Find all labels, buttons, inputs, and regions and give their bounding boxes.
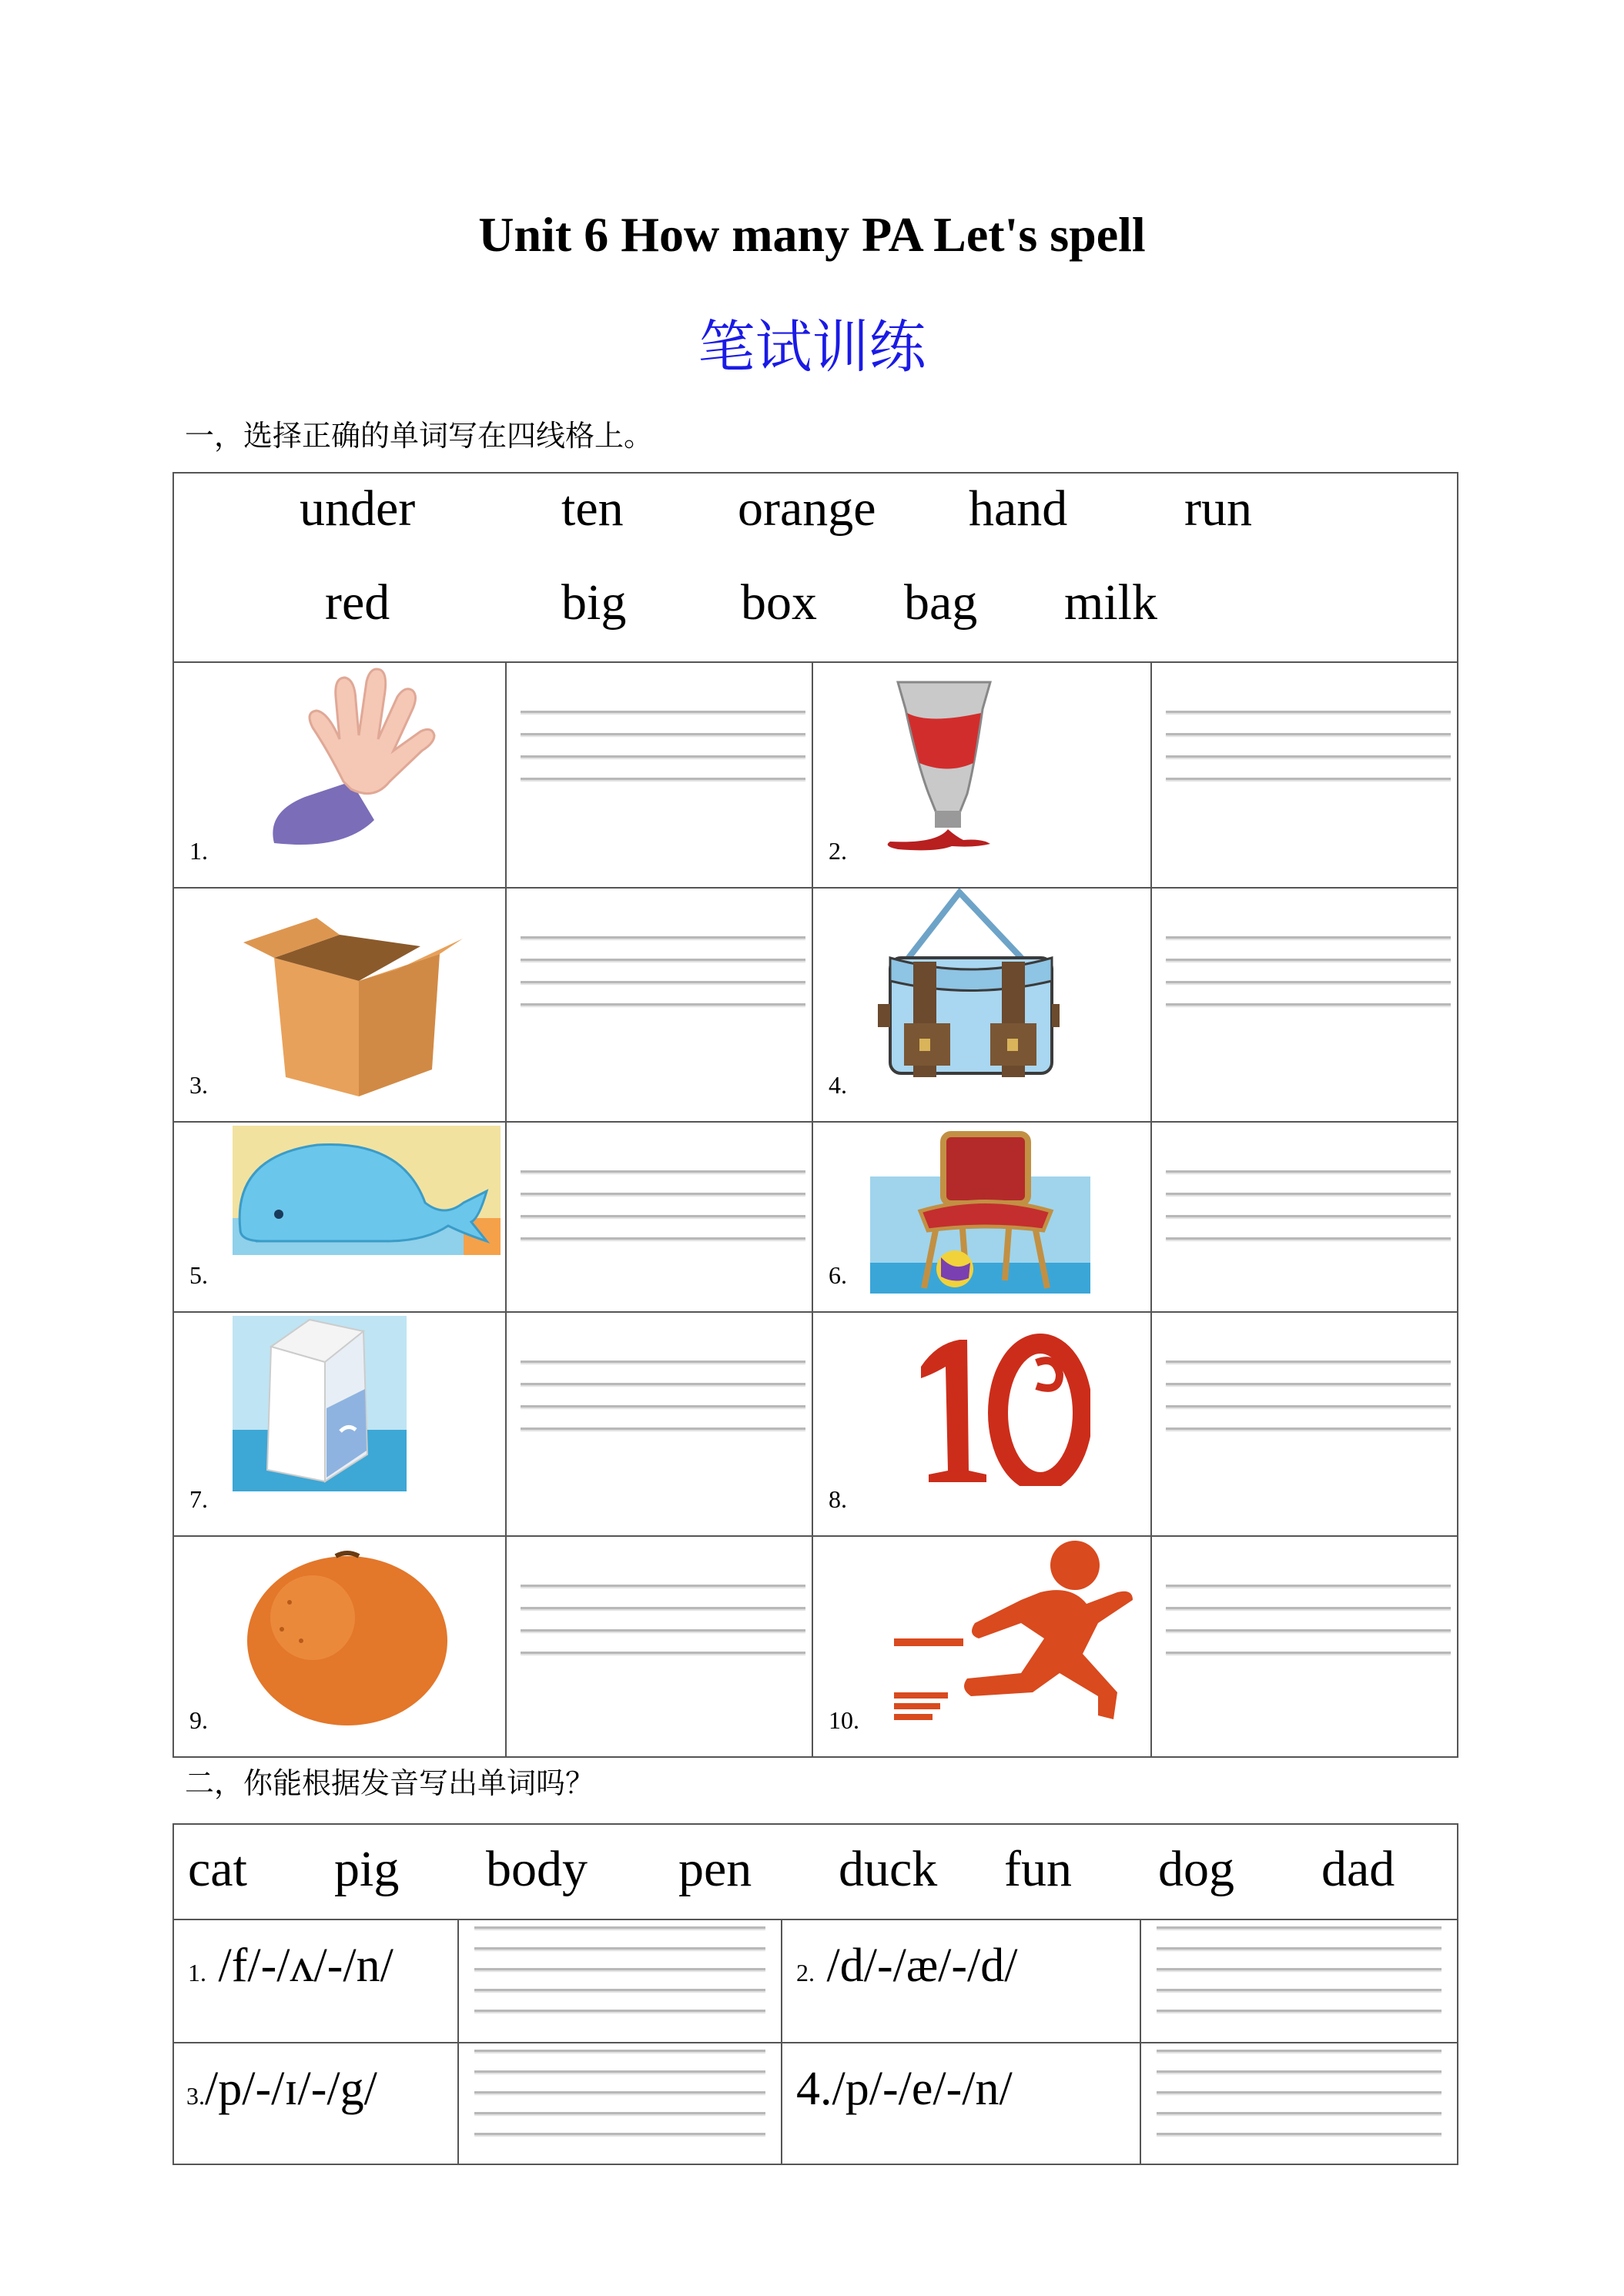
item-number: 10. [829,1706,859,1734]
word-bank-item: body [486,1841,588,1897]
answer-cell[interactable] [506,888,812,1122]
answer-cell[interactable] [506,1536,812,1757]
word-bank-item: red [325,574,390,631]
number-ten-icon [913,1332,1090,1486]
item-number: 9. [189,1706,208,1734]
four-line-grid[interactable] [474,1926,765,2030]
answer-cell[interactable] [506,662,812,888]
item-number: 8. [829,1485,847,1513]
picture-cell [173,1122,506,1312]
four-line-grid[interactable] [1166,711,1451,800]
red-paint-tube-icon [875,678,1029,855]
answer-cell[interactable] [458,1919,782,2043]
word-bank-item: fun [1004,1841,1072,1897]
ball-under-chair-icon [870,1130,1090,1294]
phonics-table [172,1823,1458,2165]
phonics-prompt [796,1939,1018,1993]
picture-cell [173,1536,506,1757]
answer-cell[interactable] [1140,1919,1458,2043]
answer-cell[interactable] [1140,2043,1458,2164]
word-bank-cell [173,1824,1458,1919]
word-bank-item: hand [969,480,1068,537]
four-line-grid[interactable] [521,1170,805,1260]
item-number: 7. [189,1485,208,1513]
hand-icon [259,666,444,858]
four-line-grid[interactable] [1166,1170,1451,1260]
item-number: 3. [186,2082,205,2110]
item-number: 1. [189,837,208,865]
phonics-text: /d/-/æ/-/d/ [826,1940,1018,1992]
word-bank-item: bag [904,574,978,631]
four-line-grid[interactable] [521,1361,805,1450]
picture-cell [812,1312,1151,1536]
four-line-grid[interactable] [521,936,805,1026]
item-number: 4. [796,2063,832,2115]
word-bank-item: dad [1321,1841,1395,1897]
four-line-grid[interactable] [1157,1926,1442,2030]
running-boy-icon [886,1538,1148,1723]
answer-cell[interactable] [1151,1536,1458,1757]
answer-cell[interactable] [1151,1122,1458,1312]
page-title: Unit 6 How many PA Let's spell [478,207,1146,262]
phonics-cell [173,2043,458,2164]
picture-cell [812,662,1151,888]
phonics-text: /p/-/ɪ/-/g/ [205,2063,377,2115]
phonics-cell [782,2043,1140,2164]
item-number: 4. [829,1071,847,1099]
answer-cell[interactable] [506,1122,812,1312]
word-bank-item: pen [678,1841,752,1897]
word-bank-item: big [561,574,627,631]
word-bank-item: run [1184,480,1252,537]
four-line-grid[interactable] [521,1585,805,1674]
picture-word-table [172,472,1458,1758]
picture-cell [812,1122,1151,1312]
picture-cell [173,888,506,1122]
phonics-prompt [188,1939,393,1993]
phonics-text: /f/-/ʌ/-/n/ [218,1940,393,1992]
word-bank-item: dog [1158,1841,1234,1897]
word-bank-cell [173,473,1458,662]
phonics-text: /p/-/e/-/n/ [832,2063,1013,2115]
picture-cell [173,1312,506,1536]
item-number: 3. [189,1071,208,1099]
four-line-grid[interactable] [474,2050,765,2154]
word-bank-item: milk [1064,574,1158,631]
item-number: 6. [829,1261,847,1289]
item-number: 2. [829,837,847,865]
four-line-grid[interactable] [1166,1361,1451,1450]
phonics-cell [173,1919,458,2043]
word-bank-item: duck [839,1841,938,1897]
milk-carton-icon [233,1316,407,1491]
word-bank [174,474,1457,661]
item-number: 5. [189,1261,208,1289]
section2-heading: 二，你能根据发音写出单词吗？ [185,1766,595,1800]
phonics-prompt [186,2062,377,2117]
answer-cell[interactable] [1151,662,1458,888]
box-icon [243,912,467,1100]
word-bank-item: orange [738,480,876,537]
answer-cell[interactable] [1151,888,1458,1122]
four-line-grid[interactable] [1157,2050,1442,2154]
big-whale-icon [233,1126,501,1255]
page-subtitle: 笔试训练 [698,314,926,380]
answer-cell[interactable] [458,2043,782,2164]
word-bank-item: under [300,480,416,537]
word-bank-item: cat [188,1841,247,1897]
answer-cell[interactable] [506,1312,812,1536]
phonics-cell [782,1919,1140,2043]
four-line-grid[interactable] [521,711,805,800]
word-bank-item: box [741,574,817,631]
four-line-grid[interactable] [1166,1585,1451,1674]
picture-cell [173,662,506,888]
orange-icon [243,1541,451,1729]
word-bank-item: pig [334,1841,400,1897]
bag-icon [875,889,1060,1089]
answer-cell[interactable] [1151,1312,1458,1536]
picture-cell [812,1536,1151,1757]
item-number: 1. [188,1959,206,1986]
section1-heading: 一，选择正确的单词写在四线格上。 [185,419,654,453]
four-line-grid[interactable] [1166,936,1451,1026]
phonics-prompt [796,2062,1013,2117]
picture-cell [812,888,1151,1122]
item-number: 2. [796,1959,815,1986]
word-bank-item: ten [561,480,624,537]
